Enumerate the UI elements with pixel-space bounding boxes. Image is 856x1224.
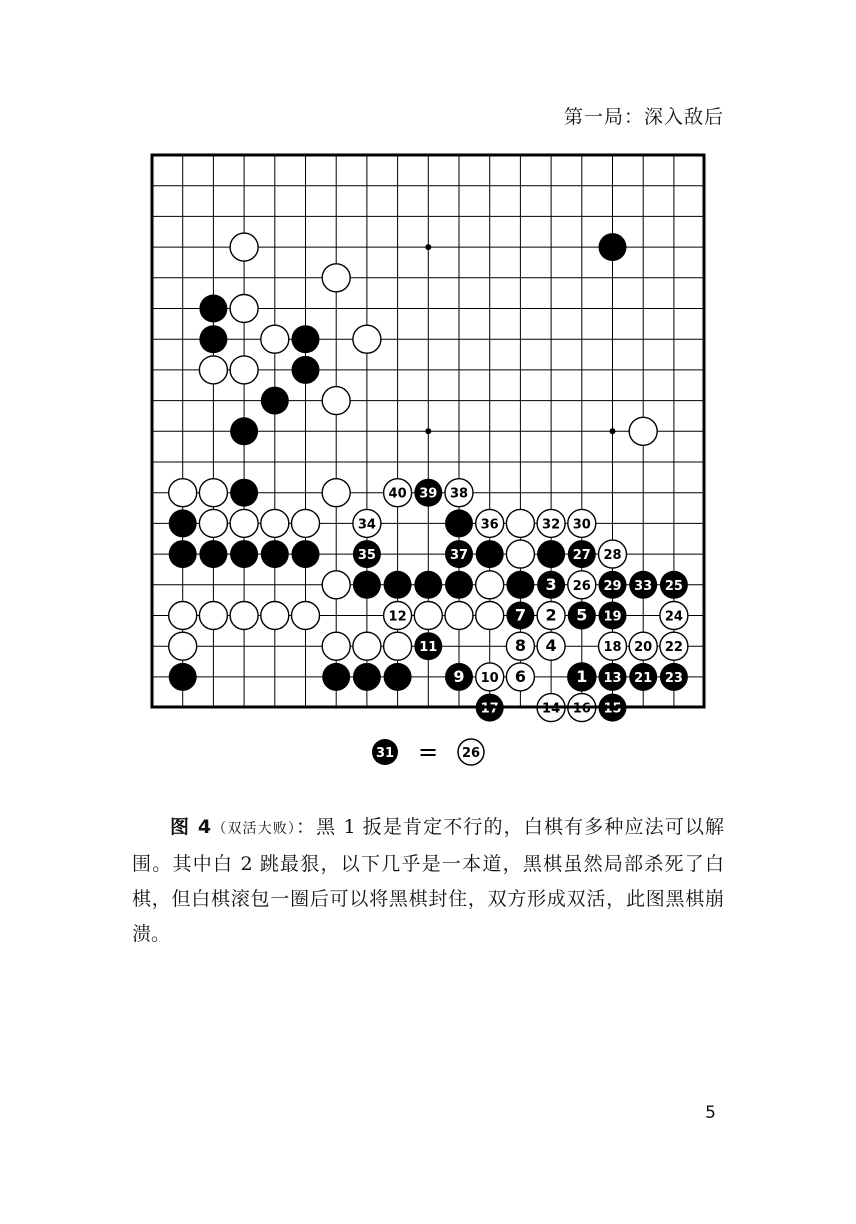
numbered-stone <box>384 602 412 630</box>
black-stone <box>261 387 289 415</box>
white-stone <box>292 509 320 537</box>
black-stone <box>384 663 412 691</box>
black-stone <box>384 571 412 599</box>
white-stone <box>445 602 473 630</box>
caption-paragraph <box>132 810 724 952</box>
white-stone <box>322 571 350 599</box>
black-stone <box>230 540 258 568</box>
stone-number: 19 <box>603 609 622 625</box>
numbered-stone <box>599 632 627 660</box>
white-stone <box>322 632 350 660</box>
stone-number: 38 <box>449 486 469 502</box>
stone-number: 9 <box>453 666 465 686</box>
white-stone <box>261 509 289 537</box>
black-stone <box>445 509 473 537</box>
white-stone <box>199 356 227 384</box>
stone-number: 26 <box>572 578 591 594</box>
black-stone <box>230 417 258 445</box>
eq-left-number: 31 <box>375 746 395 761</box>
star-point <box>425 244 431 250</box>
stone-number: 6 <box>514 666 526 686</box>
numbered-stone <box>568 540 596 568</box>
white-stone <box>230 356 258 384</box>
stone-number: 25 <box>664 578 683 594</box>
figure-subtitle: （双活大败） <box>211 821 297 837</box>
white-stone <box>230 509 258 537</box>
white-stone <box>230 602 258 630</box>
black-stone <box>353 571 381 599</box>
black-stone <box>353 663 381 691</box>
stone-number: 28 <box>603 548 622 564</box>
stone-number: 7 <box>514 605 526 625</box>
numbered-stone <box>568 663 596 691</box>
white-stone <box>199 479 227 507</box>
stone-number: 16 <box>572 701 591 717</box>
white-stone <box>199 509 227 537</box>
white-stone <box>384 632 412 660</box>
numbered-stone <box>660 632 688 660</box>
black-stone <box>169 540 197 568</box>
numbered-stone <box>599 663 627 691</box>
stone-number: 10 <box>480 670 499 686</box>
black-stone <box>414 571 442 599</box>
white-stone <box>476 602 504 630</box>
numbered-stone <box>537 571 565 599</box>
numbered-stone <box>568 602 596 630</box>
stone-number: 29 <box>603 578 622 594</box>
black-stone <box>261 540 289 568</box>
numbered-stone <box>660 663 688 691</box>
white-stone <box>322 387 350 415</box>
stone-number: 1 <box>576 666 588 686</box>
stone-number: 11 <box>419 640 438 656</box>
numbered-stone <box>629 663 657 691</box>
stone-number: 39 <box>419 486 438 502</box>
stone-number: 2 <box>545 605 557 625</box>
star-point <box>425 428 431 434</box>
stone-number: 23 <box>664 670 683 686</box>
stone-number: 27 <box>572 548 591 564</box>
black-stone <box>199 325 227 353</box>
stone-number: 3 <box>545 574 557 594</box>
white-stone <box>476 571 504 599</box>
white-stone <box>230 233 258 261</box>
stone-number: 18 <box>603 640 622 656</box>
white-stone <box>169 632 197 660</box>
white-stone <box>322 479 350 507</box>
numbered-stone <box>629 632 657 660</box>
white-stone <box>169 602 197 630</box>
white-stone <box>353 325 381 353</box>
eq-right-number: 26 <box>461 746 481 761</box>
numbered-stone <box>568 509 596 537</box>
numbered-stone <box>629 571 657 599</box>
stone-number: 8 <box>514 636 526 656</box>
numbered-stone <box>537 509 565 537</box>
black-stone <box>322 663 350 691</box>
stone-number: 24 <box>664 609 683 625</box>
stone-number: 12 <box>388 609 407 625</box>
stone-number: 20 <box>634 640 653 656</box>
black-stone <box>199 295 227 323</box>
numbered-stone <box>506 632 534 660</box>
numbered-stone <box>476 663 504 691</box>
numbered-stone <box>599 602 627 630</box>
black-stone <box>506 571 534 599</box>
eq-sign: = <box>417 738 439 766</box>
white-stone <box>353 632 381 660</box>
white-stone <box>414 602 442 630</box>
stone-number: 40 <box>388 486 407 502</box>
black-stone <box>292 356 320 384</box>
white-stone <box>322 264 350 292</box>
stone-number: 37 <box>449 548 469 564</box>
black-stone <box>169 509 197 537</box>
numbered-stone <box>445 540 473 568</box>
black-stone <box>445 571 473 599</box>
black-stone <box>537 540 565 568</box>
white-stone <box>506 540 534 568</box>
stone-number: 22 <box>664 640 683 656</box>
black-stone <box>292 325 320 353</box>
running-header: 第一局：深入敌后 <box>563 106 724 128</box>
black-stone <box>292 540 320 568</box>
white-stone <box>506 509 534 537</box>
numbered-stone <box>506 602 534 630</box>
white-stone <box>199 602 227 630</box>
numbered-stone <box>568 571 596 599</box>
black-stone <box>476 540 504 568</box>
equivalence-note <box>0 732 856 772</box>
white-stone <box>629 417 657 445</box>
numbered-stone <box>353 509 381 537</box>
numbered-stone <box>537 602 565 630</box>
numbered-stone <box>660 571 688 599</box>
stone-number: 33 <box>634 578 653 594</box>
numbered-stone <box>414 632 442 660</box>
black-stone <box>599 233 627 261</box>
black-stone <box>169 663 197 691</box>
stone-number: 21 <box>634 670 653 686</box>
stone-number: 32 <box>542 517 561 533</box>
numbered-stone <box>506 663 534 691</box>
numbered-stone <box>537 632 565 660</box>
numbered-stone <box>384 479 412 507</box>
go-board-diagram <box>140 145 720 725</box>
stone-number: 17 <box>480 701 499 717</box>
figure-label: 图 4 <box>170 816 212 838</box>
figure-caption <box>132 810 724 952</box>
numbered-stone <box>660 602 688 630</box>
white-stone <box>261 325 289 353</box>
page-number: 5 <box>705 1103 716 1123</box>
stone-number: 36 <box>480 517 499 533</box>
stone-number: 15 <box>603 701 622 717</box>
stone-number: 30 <box>572 517 591 533</box>
black-stone <box>199 540 227 568</box>
stone-number: 34 <box>357 517 376 533</box>
black-stone <box>230 479 258 507</box>
stone-number: 5 <box>576 605 588 625</box>
numbered-stone <box>414 479 442 507</box>
stone-number: 13 <box>603 670 622 686</box>
numbered-stone <box>445 479 473 507</box>
caption-body: ：黑 1 扳是肯定不行的，白棋有多种应法可以解围。其中白 2 跳最狠，以下几乎是一本道，黑棋虽然局部杀死了白棋，但白棋滚包一圈后可以将黑棋封住，双方形成双活，此图黑棋崩溃。 <box>132 816 725 945</box>
white-stone <box>230 295 258 323</box>
stone-number: 35 <box>357 548 376 564</box>
white-stone <box>261 602 289 630</box>
numbered-stone <box>476 509 504 537</box>
star-point <box>610 428 616 434</box>
numbered-stone <box>445 663 473 691</box>
white-stone <box>169 479 197 507</box>
white-stone <box>292 602 320 630</box>
numbered-stone <box>353 540 381 568</box>
numbered-stone <box>599 571 627 599</box>
numbered-stone <box>599 540 627 568</box>
stone-number: 14 <box>542 701 561 717</box>
stone-number: 4 <box>545 636 557 656</box>
